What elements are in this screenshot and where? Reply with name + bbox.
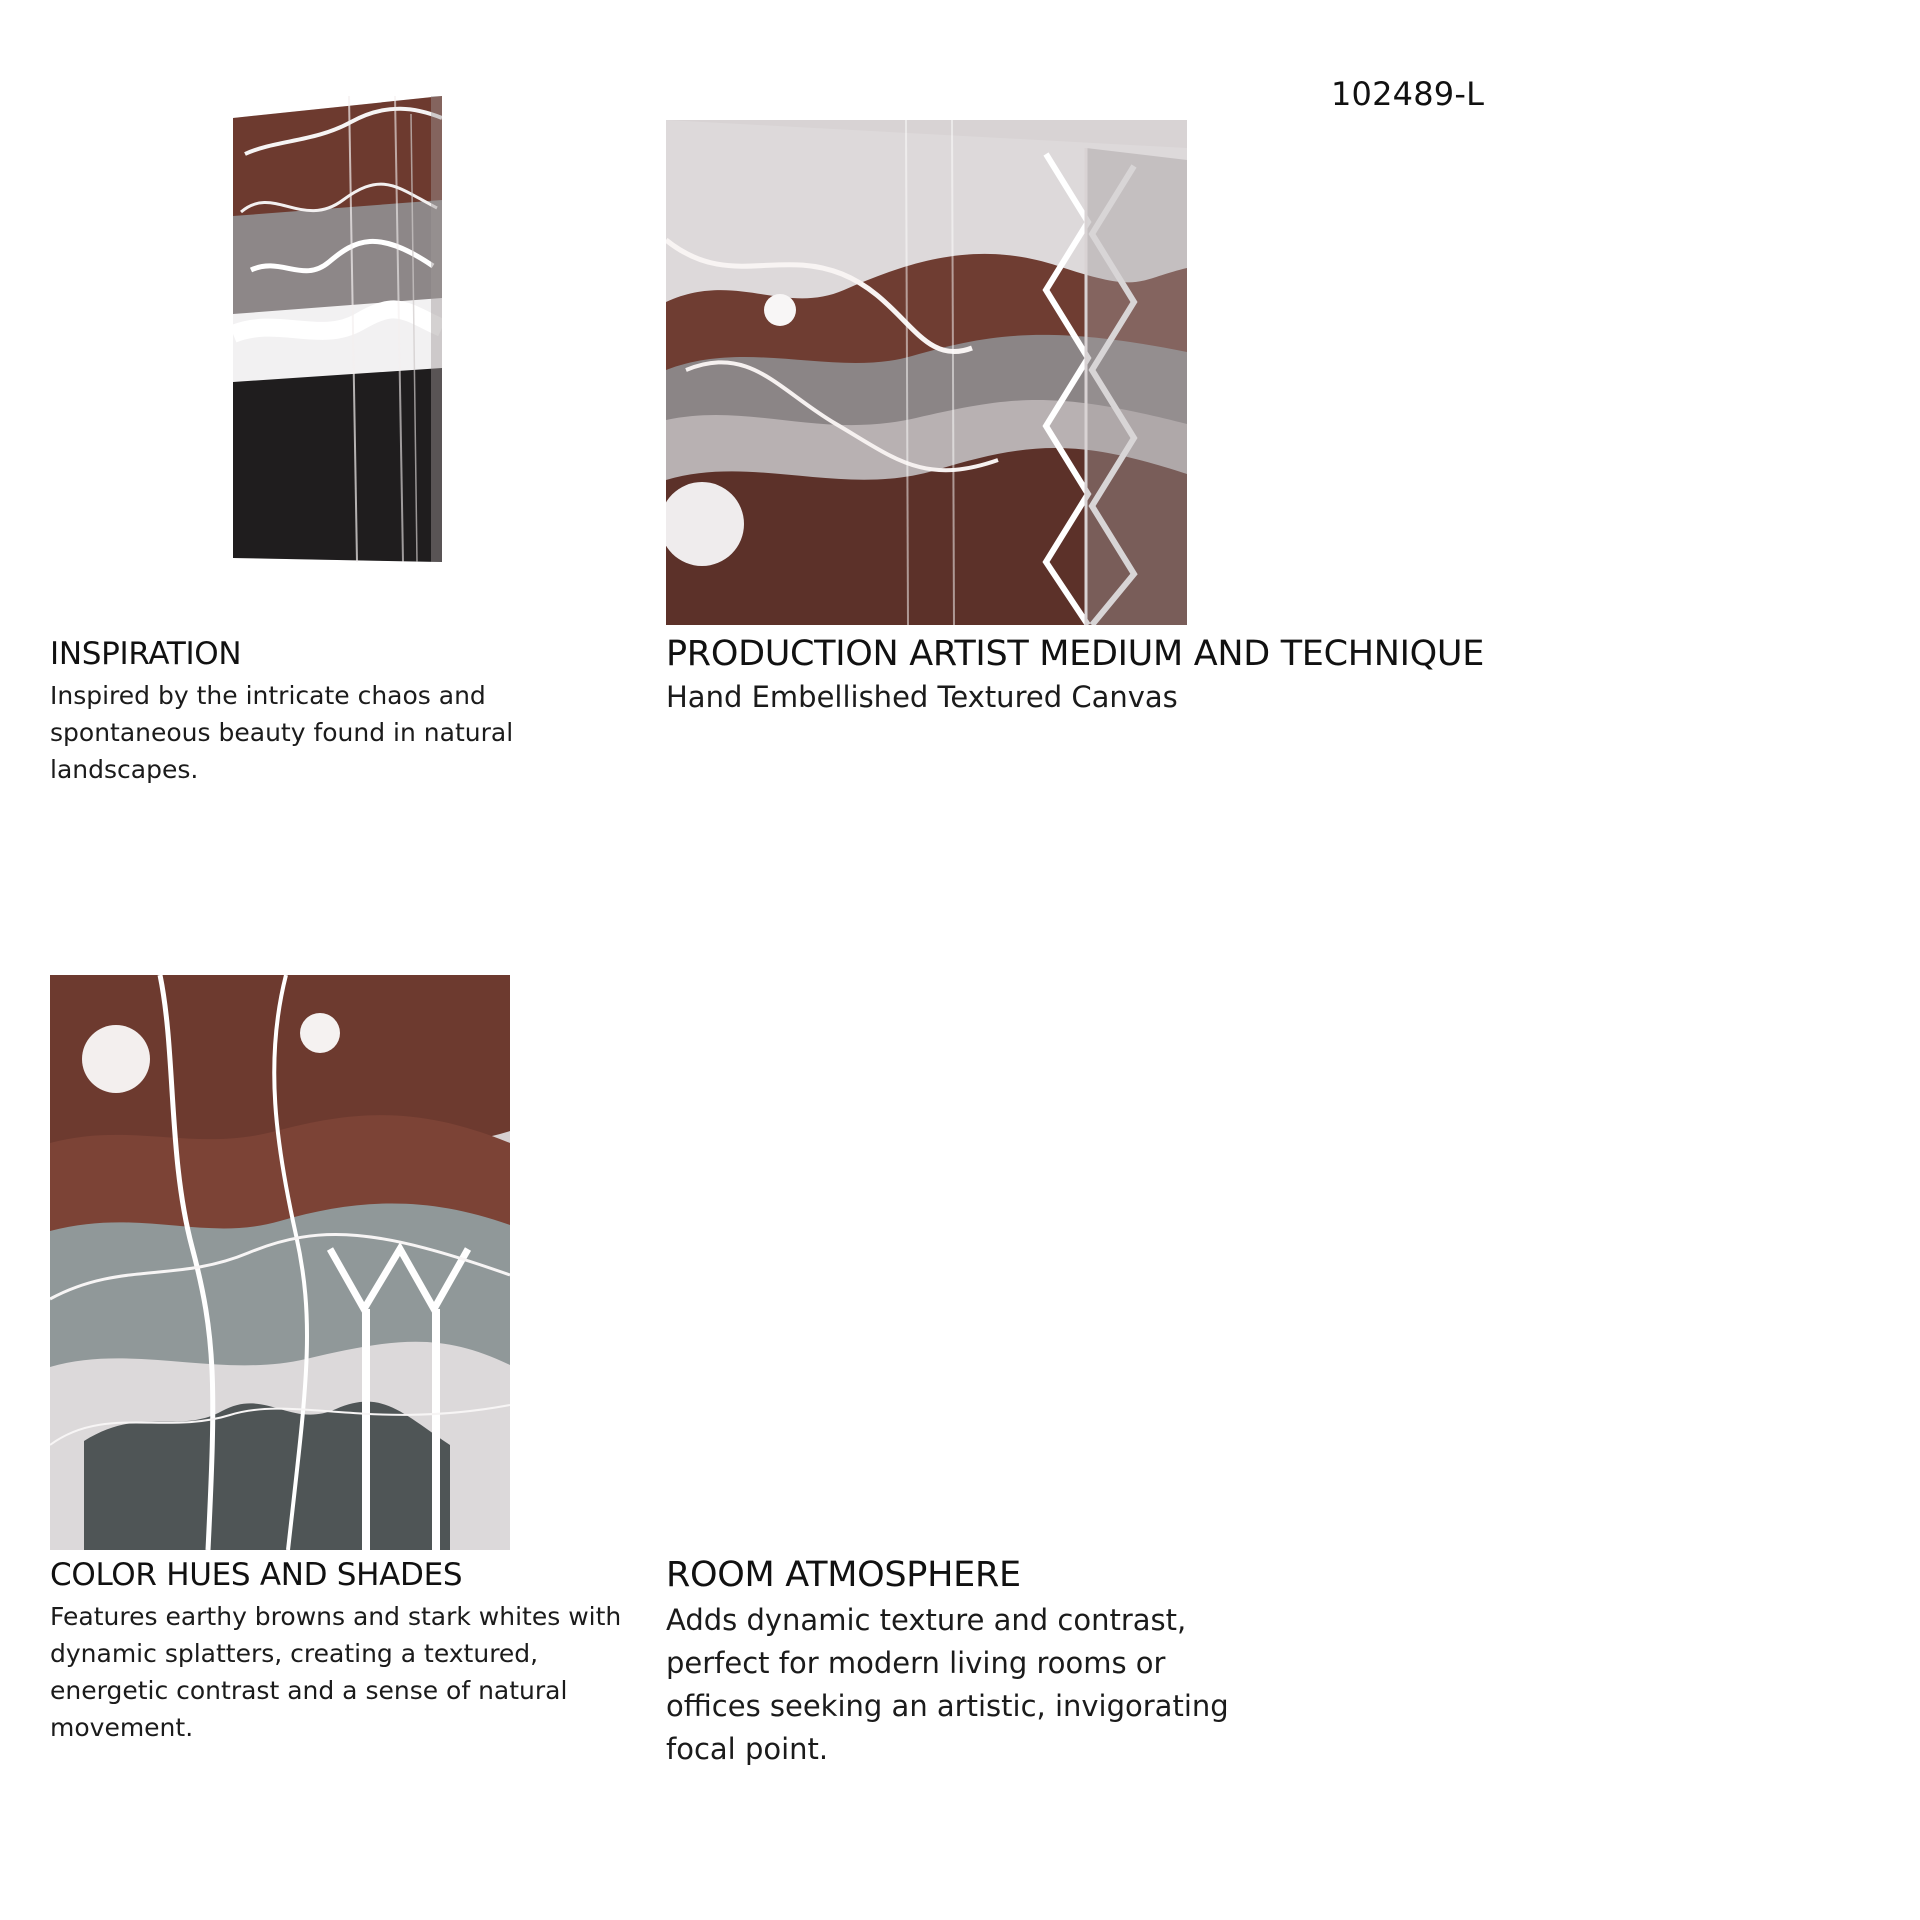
vertical-canvas-image [233, 96, 442, 562]
inspiration-title: INSPIRATION [50, 636, 242, 672]
product-code: 102489-L [1331, 75, 1485, 113]
canvas-side-detail-image [666, 120, 1187, 625]
close-up-texture-image [50, 975, 510, 1550]
inspiration-description: Inspired by the intricate chaos and spontaneous beauty found in natural landscapes. [50, 681, 514, 784]
close-up-texture-artwork [50, 975, 510, 1550]
production-description: Hand Embellished Textured Canvas [666, 680, 1178, 714]
color-title: COLOR HUES AND SHADES [50, 1557, 463, 1593]
room-atmosphere-title: ROOM ATMOSPHERE [666, 1555, 1021, 1595]
production-title: PRODUCTION ARTIST MEDIUM AND TECHNIQUE [666, 634, 1485, 674]
color-description: Features earthy browns and stark whites with dynamic splatters, creating a textured, energetic contrast and a sense of natural movement. [50, 1602, 622, 1742]
canvas-side-detail-artwork [666, 120, 1187, 625]
room-atmosphere-description: Adds dynamic texture and contrast, perfect for modern living rooms or offices seeking an artistic, invigorating focal point. [666, 1603, 1229, 1766]
vertical-canvas-artwork [233, 96, 442, 562]
